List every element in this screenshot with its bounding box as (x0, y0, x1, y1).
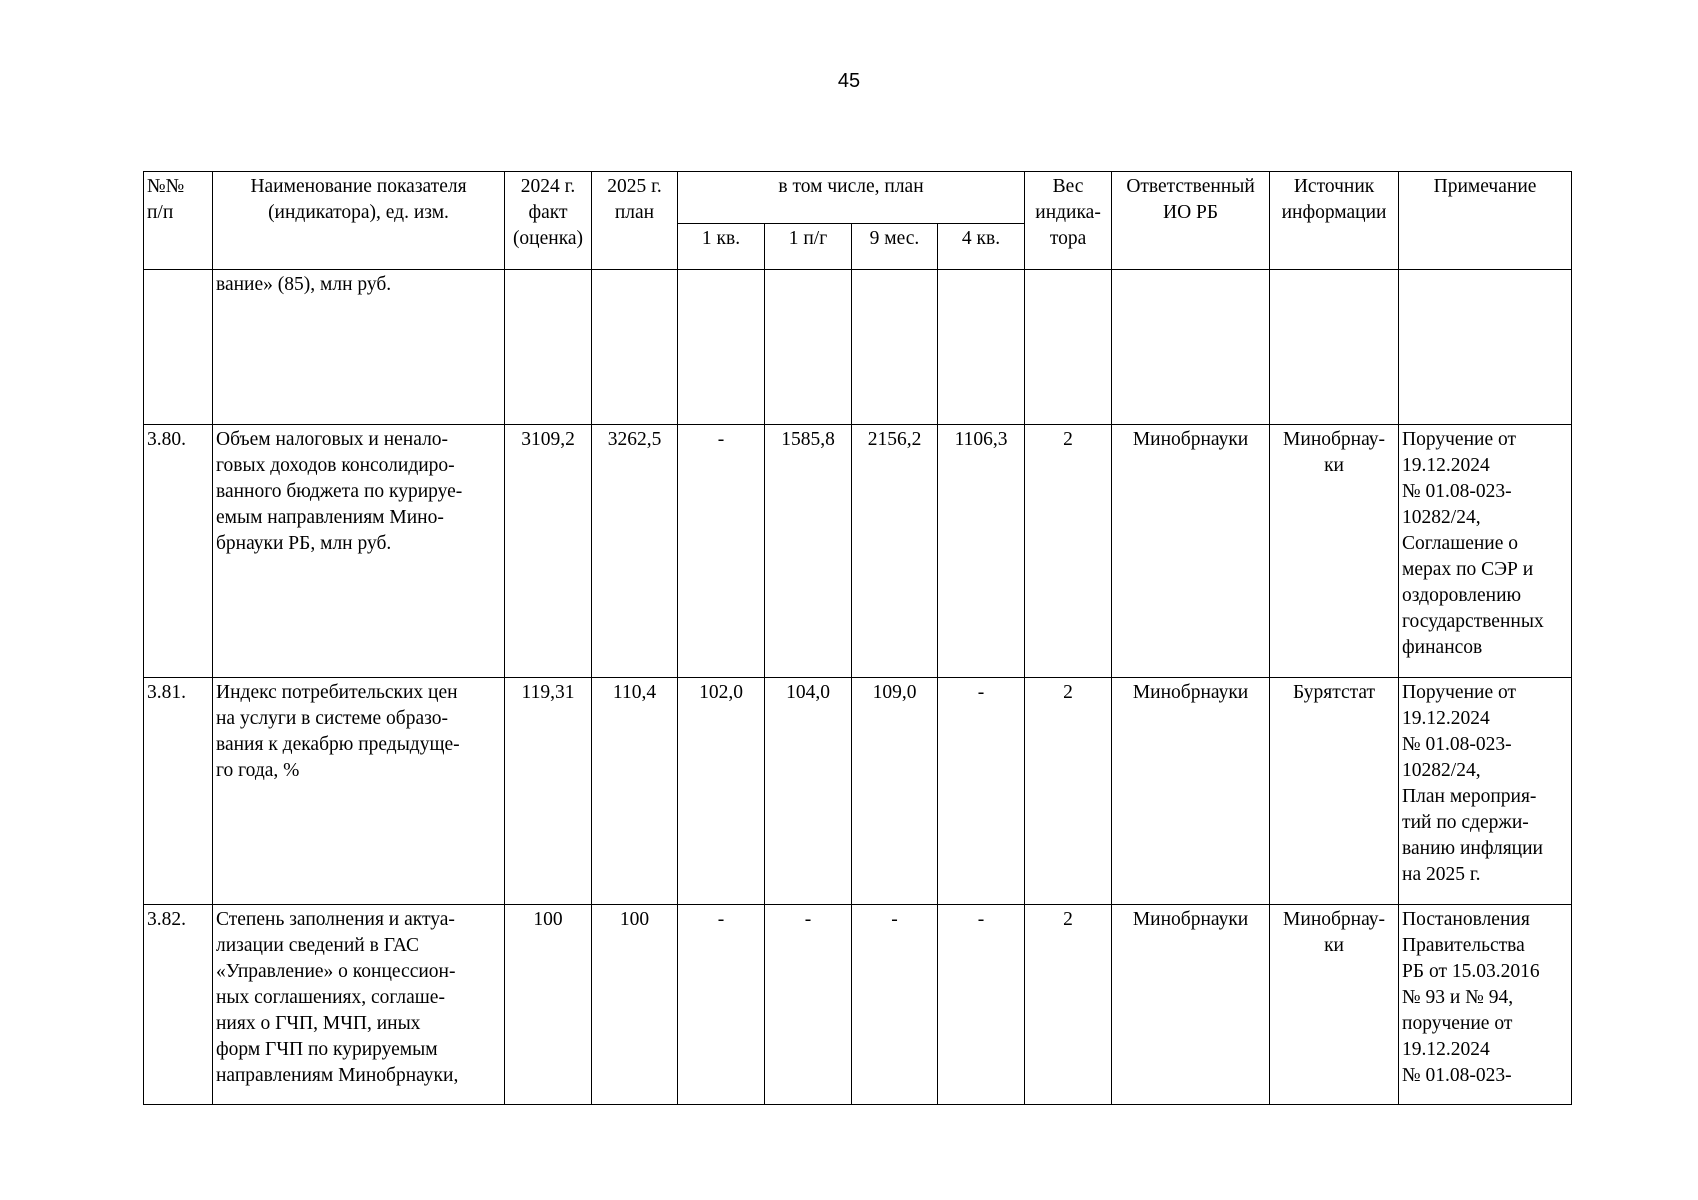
row-2024: 119,31 (505, 678, 592, 905)
row-name: вание» (85), млн руб. (213, 270, 505, 425)
header-note: Примечание (1399, 172, 1572, 270)
row-num: 3.80. (144, 425, 213, 678)
row-2025: 100 (592, 905, 678, 1105)
row-2024: 3109,2 (505, 425, 592, 678)
header-responsible: Ответственный ИО РБ (1112, 172, 1270, 270)
table-row (144, 270, 1572, 425)
row-h1: 104,0 (765, 678, 852, 905)
row-q4: - (938, 905, 1025, 1105)
row-name: Степень заполнения и актуа- лизации сведений в ГАС «Управление» о концессион- ных соглашениях, соглаше- ниях о ГЧП, МЧП, иных форм ГЧП по курируемым направлениям Минобрнауки, (213, 905, 505, 1105)
header-source: Источник информации (1270, 172, 1399, 270)
row-h1: - (765, 905, 852, 1105)
row-9m: 2156,2 (852, 425, 938, 678)
row-responsible: Минобрнауки (1112, 678, 1270, 905)
header-name: Наименование показателя (индикатора), ед. изм. (213, 172, 505, 270)
row-name: Индекс потребительских цен на услуги в системе образо- вания к декабрю предыдуще- го года, % (213, 678, 505, 905)
row-q4: - (938, 678, 1025, 905)
row-note: Поручение от 19.12.2024 № 01.08-023- 10282/24, План мероприя- тий по сдержи- ванию инфляции на 2025 г. (1399, 678, 1572, 905)
header-plan-group: в том числе, план (678, 172, 1025, 224)
header-q1: 1 кв. (678, 224, 765, 270)
row-responsible: Минобрнауки (1112, 905, 1270, 1105)
row-9m: 109,0 (852, 678, 938, 905)
row-q4 (938, 270, 1025, 425)
row-weight: 2 (1025, 425, 1112, 678)
row-note: Поручение от 19.12.2024 № 01.08-023- 10282/24, Соглашение о мерах по СЭР и оздоровлению государственных финансов (1399, 425, 1572, 678)
row-weight: 2 (1025, 905, 1112, 1105)
row-2024 (505, 270, 592, 425)
row-2025: 3262,5 (592, 425, 678, 678)
row-q1: - (678, 425, 765, 678)
row-2024: 100 (505, 905, 592, 1105)
row-h1: 1585,8 (765, 425, 852, 678)
header-q4: 4 кв. (938, 224, 1025, 270)
row-2025 (592, 270, 678, 425)
table-row (144, 678, 1572, 905)
row-9m: - (852, 905, 938, 1105)
row-note: Постановления Правительства РБ от 15.03.2016 № 93 и № 94, поручение от 19.12.2024 № 01.08-023- (1399, 905, 1572, 1105)
row-responsible: Минобрнауки (1112, 425, 1270, 678)
header-h1: 1 п/г (765, 224, 852, 270)
page-number: 45 (837, 70, 861, 92)
row-source: Минобрнау- ки (1270, 905, 1399, 1105)
row-q4: 1106,3 (938, 425, 1025, 678)
row-9m (852, 270, 938, 425)
row-weight: 2 (1025, 678, 1112, 905)
row-q1 (678, 270, 765, 425)
indicators-table (143, 171, 1572, 1105)
header-weight: Вес индика- тора (1025, 172, 1112, 270)
header-2025: 2025 г. план (592, 172, 678, 270)
header-9m: 9 мес. (852, 224, 938, 270)
header-num: №№ п/п (144, 172, 213, 270)
row-num (144, 270, 213, 425)
row-source: Минобрнау- ки (1270, 425, 1399, 678)
row-responsible (1112, 270, 1270, 425)
row-q1: 102,0 (678, 678, 765, 905)
row-q1: - (678, 905, 765, 1105)
row-2025: 110,4 (592, 678, 678, 905)
row-source: Бурятстат (1270, 678, 1399, 905)
row-source (1270, 270, 1399, 425)
table-row (144, 425, 1572, 678)
table-header-row (144, 172, 1572, 224)
row-weight (1025, 270, 1112, 425)
row-num: 3.81. (144, 678, 213, 905)
row-num: 3.82. (144, 905, 213, 1105)
header-2024: 2024 г. факт (оценка) (505, 172, 592, 270)
table-row (144, 905, 1572, 1105)
row-name: Объем налоговых и ненало- говых доходов консолидиро- ванного бюджета по курируе- емым направлениям Мино- брнауки РБ, млн руб. (213, 425, 505, 678)
row-h1 (765, 270, 852, 425)
row-note (1399, 270, 1572, 425)
